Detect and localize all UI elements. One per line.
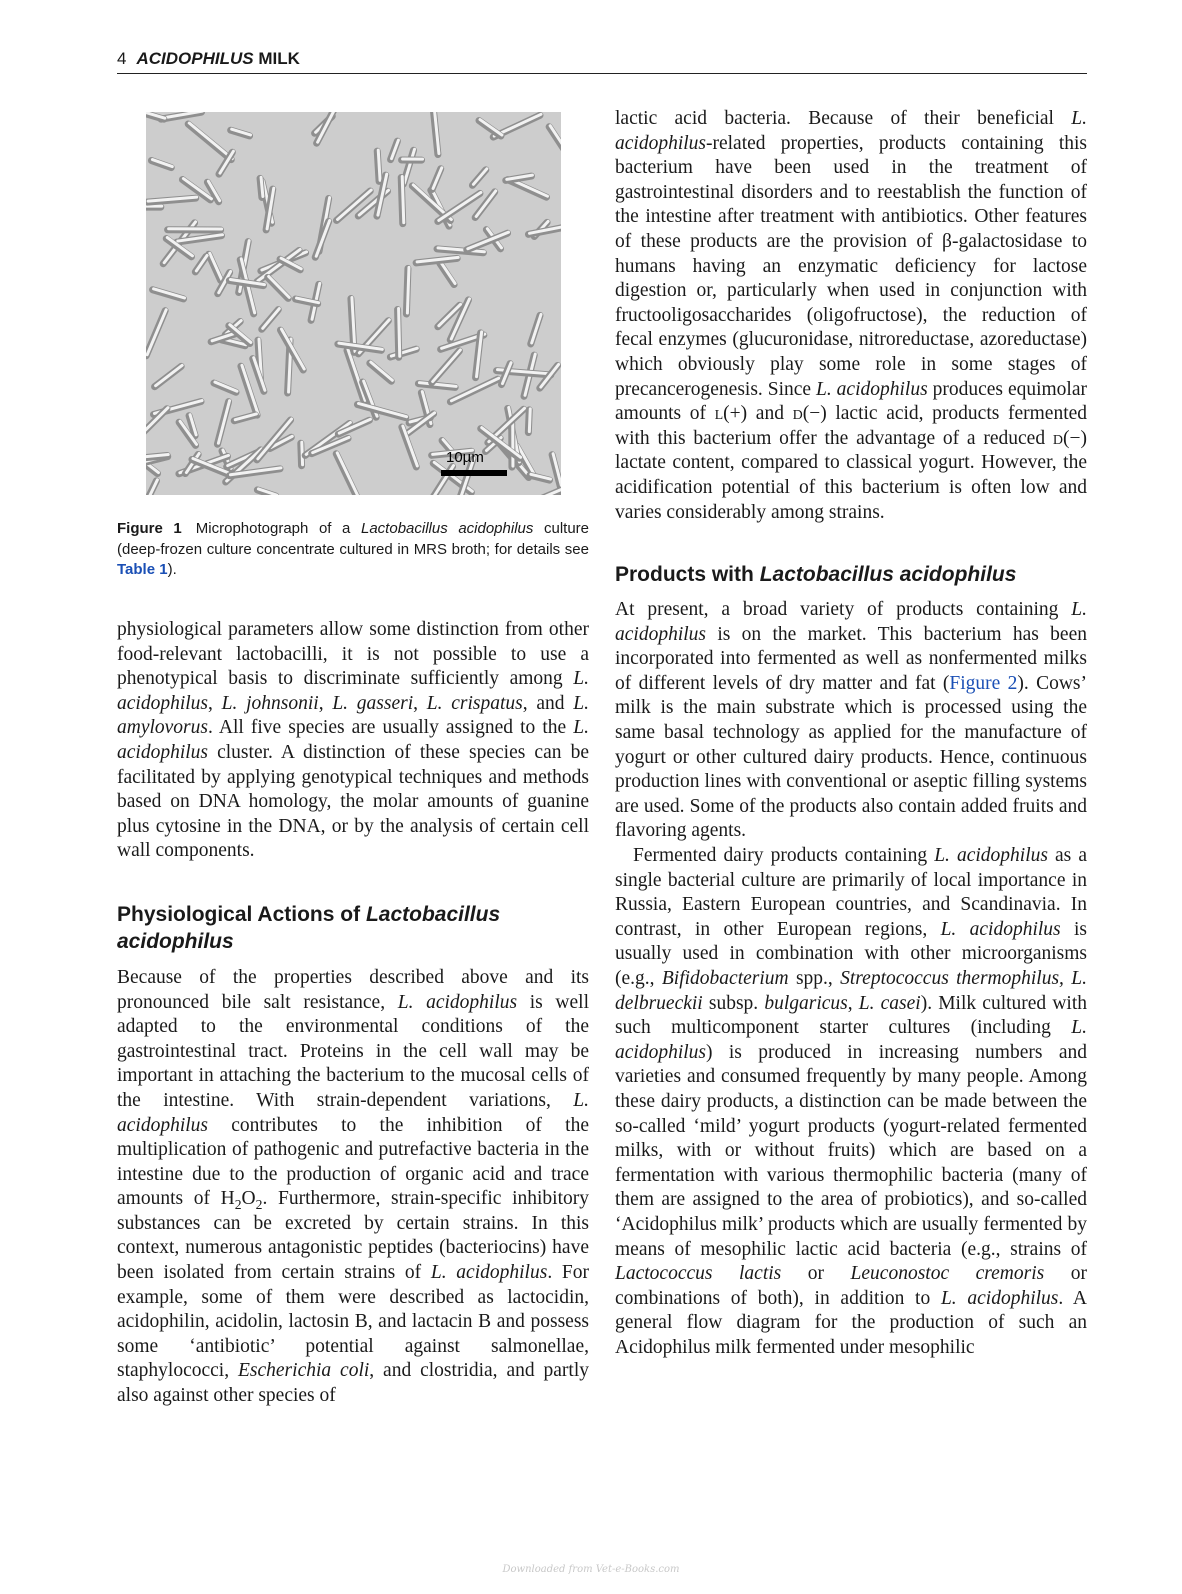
running-header	[117, 49, 1087, 74]
bacterium-highlight	[529, 409, 530, 432]
figure-label: Figure 1	[117, 520, 182, 537]
bacteria-micrograph	[146, 112, 561, 495]
figure-2-link[interactable]: Figure 2	[949, 672, 1018, 694]
section-heading: Products with Lactobacillus acidophilus	[615, 563, 1017, 587]
section-heading: Physiological Actions of Lactobacillus acidophilus	[117, 902, 501, 953]
figure-caption: Figure 1 Microphotograph of a Lactobacillus acidophilus culture (deep-frozen culture concentrate cultured in MRS broth; for details see Table 1).	[117, 520, 589, 578]
page-number: 4	[117, 49, 127, 68]
left-column	[117, 618, 589, 1409]
scale-bar	[441, 470, 507, 476]
right-column	[615, 107, 1087, 1361]
bacterium-highlight	[407, 267, 409, 313]
bacterium-highlight	[399, 309, 400, 357]
running-title: ACIDOPHILUS MILK	[136, 49, 300, 68]
bacterium-highlight	[261, 177, 263, 196]
paragraph: Fermented dairy products containing L. acidophilus as a single bacterial culture are primarily of local importance in Russia, Eastern European countries, and Scandinavia. In contrast, in other European regions, L. acidophilus is usually used in combination with other microorganisms (e.g., Bifidobacterium spp., Streptococcus thermophilus, L. delbrueckii subsp. bulgaricus, L. casei). Milk cultured with such multicomponent starter cultures (including L. acidophilus) is produced in increasing numbers and varieties and consumed frequently by many people. Among these dairy products, a distinction can be made between the so-called ‘mild’ yogurt products (yogurt-related fermented milks, with or without fruits) which are based on a fermentation with various thermophilic bacteria (many of them are assigned to the area of probiotics), and so-called ‘Acidophilus milk’ products which are usually fermented by means of mesophilic lactic acid bacteria (e.g., strains of Lactococcus lactis or Leuconostoc cremoris or combinations of both), in addition to L. acidophilus. A general flow diagram for the production of such an Acidophilus milk fermented under mesophilic	[615, 845, 1088, 1358]
paragraph: lactic acid bacteria. Because of their beneficial L. acidophilus-related properties, products containing this bacterium have been used in the treatment of gastrointestinal disorders and to reestablish the function of the intestine after treatment with antibiotics. Other features of these products are the provision of β-galactosidase to humans having an enzymatic deficiency for lactose digestion or, particularly when used in conjunction with fructooligosaccharides (oligofructose), the reduction of fecal enzymes (glucuronidase, nitroreductase, azoreductase) which obviously play some role in some stages of precancerogenesis. Since L. acidophilus produces equimolar amounts of l(+) and d(−) lactic acid, products fermented with this bacterium offer the advantage of a reduced d(−) lactate content, compared to classical yogurt. However, the acidification potential of this bacterium is often low and varies considerably among strains.	[615, 108, 1088, 523]
footer-watermark: Downloaded from Vet-e-Books.com	[502, 1564, 680, 1575]
paragraph: Because of the properties described above and its pronounced bile salt resistance, L. acidophilus is well adapted to the environmental conditions of the gastrointestinal tract. Proteins in the cell wall may be important in attaching the bacterium to the mucosal cells of the intestine. With strain-dependent variations, L. acidophilus contributes to the inhibition of the multiplication of pathogenic and putrefactive bacteria in the intestine due to the production of organic acid and trace amounts of $H_2O_2$. Furthermore, strain-specific inhibitory substances can be excreted by certain strains. In this context, numerous antagonistic peptides (bacteriocins) have been isolated from certain strains of L. acidophilus. For example, some of them were described as lactocidin, acidophilin, acidolin, lactosin B, and lactacin B and possess some ‘antibiotic’ potential against salmonellae, staphylococci, Escherichia coli, and clostridia, and partly also against other species of	[117, 966, 590, 1407]
bacterium-highlight	[378, 150, 380, 180]
scale-label: 10µm	[446, 449, 484, 466]
microphotograph-figure	[146, 112, 561, 495]
paragraph: At present, a broad variety of products containing L. acidophilus is on the market. This bacterium has been incorporated into fermented as well as nonfermented milks of different levels of dry matter and fat (Figure 2). Cows’ milk is the main substrate which is processed using the same basal technology as applied for the manufacture of yogurt or other cultured dairy products. Hence, continuous production lines with conventional or aseptic filling systems are used. Some of the products also contain added fruits and flavoring agents.	[615, 599, 1087, 842]
table-1-link[interactable]: Table 1	[117, 561, 168, 578]
paragraph: physiological parameters allow some distinction from other food-relevant lactobacilli, it is not possible to use a phenotypical basis to discriminate sufficiently among L. acidophilus, L. johnsonii, L. gasseri, L. crispatus, and L. amylovorus. All five species are usually assigned to the L. acidophilus cluster. A distinction of these species can be facilitated by applying genotypical techniques and methods based on DNA homology, the molar amounts of guanine plus cytosine in the DNA, or by the analysis of certain cell wall components.	[117, 619, 589, 862]
bacterium-highlight	[402, 177, 404, 223]
